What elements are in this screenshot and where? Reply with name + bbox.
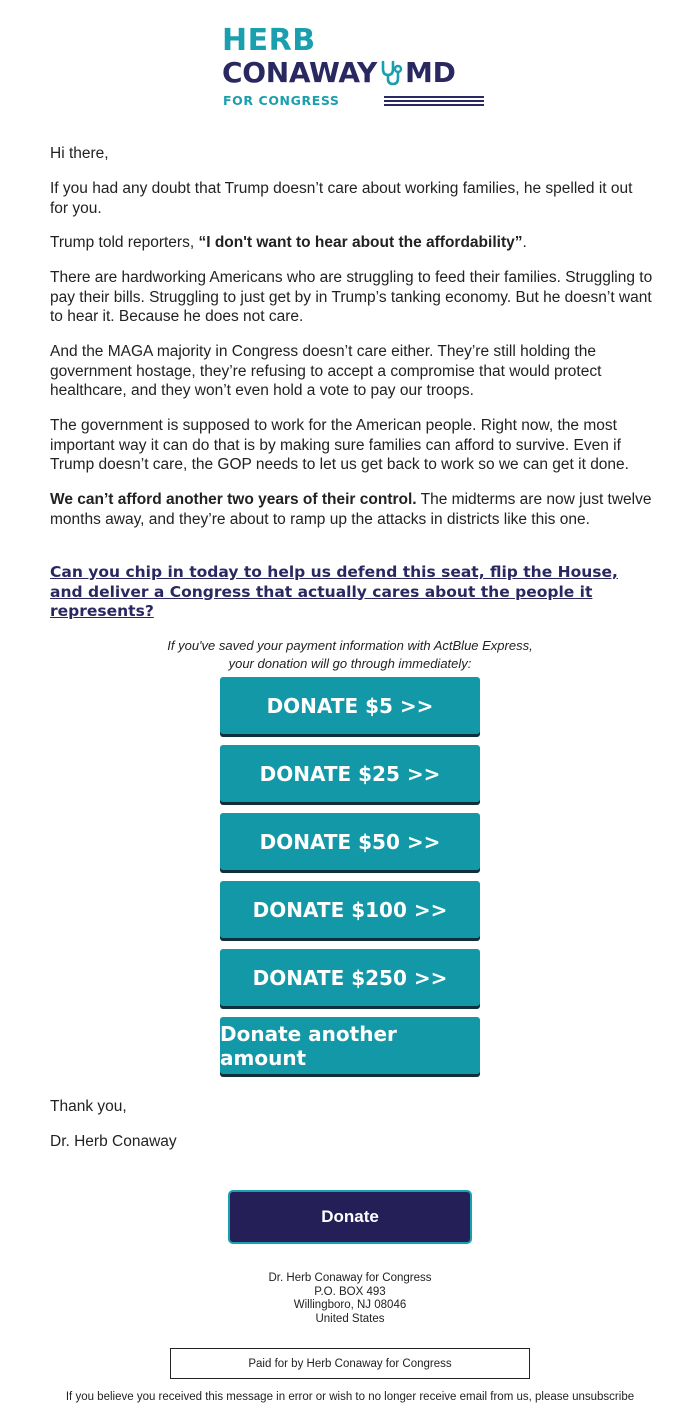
paragraph-4: And the MAGA majority in Congress doesn’t care either. They’re still holding the government hostage, they’re refusing to accept a compromise that would protect healthcare, and they won’t even hold a vote to pay our troops.: [50, 343, 602, 399]
paragraph-1: If you had any doubt that Trump doesn’t care about working families, he spelled it out for you.: [50, 180, 633, 217]
logo-conaway: CONAWAY: [222, 56, 377, 89]
actblue-express-note-line1: If you've saved your payment information with ActBlue Express,: [167, 638, 533, 653]
address-city: Willingboro, NJ 08046: [293, 1299, 407, 1311]
paragraph-2-prefix: Trump told reporters,: [50, 234, 199, 251]
signature-name: Dr. Herb Conaway: [50, 1133, 177, 1150]
paragraph-6-bold: We can’t afford another two years of their control.: [50, 491, 417, 508]
unsubscribe-text[interactable]: If you believe you received this message in error or wish to no longer receive email from us, please unsubscribe: [65, 1391, 635, 1403]
paragraph-6-rest: The midterms are now just twelve months away, and they’re about to ramp up the attacks in districts like this one.: [50, 491, 652, 528]
logo-lines: [384, 96, 484, 108]
paragraph-6: [50, 490, 654, 529]
logo-for-congress: FOR CONGRESS: [223, 93, 340, 108]
greeting: Hi there,: [50, 145, 109, 162]
paid-for-text: Paid for by Herb Conaway for Congress: [248, 1357, 452, 1370]
chip-in-link[interactable]: Can you chip in today to help us defend this seat, flip the House, and deliver a Congress that actually cares about the people it represents?: [50, 563, 618, 620]
logo-conaway-md: [222, 58, 456, 88]
paragraph-2-suffix: .: [522, 234, 527, 251]
paid-for-disclaimer: [170, 1348, 530, 1379]
donate-250-button[interactable]: DONATE $250 >>: [220, 949, 480, 1006]
address-country: United States: [315, 1312, 385, 1325]
trump-quote: “I don't want to hear about the affordability”: [198, 234, 523, 251]
donate-button[interactable]: Donate: [228, 1190, 472, 1244]
donate-50-button[interactable]: DONATE $50 >>: [220, 813, 480, 870]
actblue-express-note-line2: your donation will go through immediately:: [228, 656, 472, 671]
donate-other-amount-button[interactable]: Donate another amount: [220, 1017, 480, 1074]
campaign-logo: [222, 23, 484, 112]
closing-thanks: Thank you,: [50, 1098, 127, 1115]
mailing-address: [150, 1272, 550, 1326]
donate-100-button[interactable]: DONATE $100 >>: [220, 881, 480, 938]
stethoscope-icon: [379, 59, 403, 87]
address-org: Dr. Herb Conaway for Congress: [268, 1272, 432, 1284]
address-po: P.O. BOX 493: [314, 1285, 386, 1298]
paragraph-5: The government is supposed to work for the American people. Right now, the most important way it can do that is by making sure families can afford to survive. Even if Trump doesn’t care, the GOP needs to let us get back to work so we can get it done.: [50, 417, 629, 473]
paragraph-3: There are hardworking Americans who are struggling to feed their families. Struggling to pay their bills. Struggling to just get by in Trump’s tanking economy. But he doesn’t want to hear it. Because he does not care.: [50, 269, 653, 325]
logo-md: MD: [405, 56, 456, 89]
donate-5-button[interactable]: DONATE $5 >>: [220, 677, 480, 734]
logo-herb: HERB: [222, 23, 316, 58]
paragraph-2: [50, 233, 654, 253]
donate-25-button[interactable]: DONATE $25 >>: [220, 745, 480, 802]
